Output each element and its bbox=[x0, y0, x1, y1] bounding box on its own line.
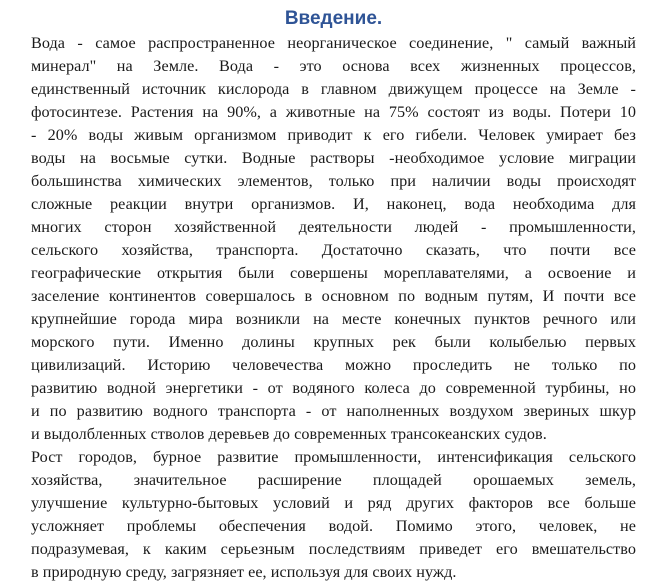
text-line: и по развитию водного транспорта - от наполненных воздухом звериных шкур bbox=[31, 402, 636, 420]
text-line: развитию водной энергетики - от водяного колеса до современной турбины, но bbox=[31, 379, 636, 397]
document-title: Введение. bbox=[284, 8, 383, 29]
text-line: многих сторон хозяйственной деятельности людей - промышленности, bbox=[31, 218, 636, 236]
text-line: и выдолбленных стволов деревьев до современных трансокеанских судов. bbox=[31, 425, 547, 443]
text-line: морского пути. Именно долины крупных рек были колыбелью первых bbox=[31, 333, 636, 351]
text-line: Рост городов, бурное развитие промышленности, интенсификация сельского bbox=[31, 448, 636, 466]
text-line: минерал" на Земле. Вода - это основа всех жизненных процессов, bbox=[31, 57, 636, 75]
text-line: крупнейшие города мира возникли на месте конечных пунктов речного или bbox=[31, 310, 636, 328]
text-line: географические открытия были совершены мореплавателями, а освоение и bbox=[31, 264, 636, 282]
text-line: воды на восьмые сутки. Водные растворы -необходимое условие миграции bbox=[31, 149, 636, 167]
text-line: улучшение культурно-бытовых условий и ряд других факторов все больше bbox=[31, 494, 636, 512]
text-line: в природную среду, загрязняет ее, используя для своих нужд. bbox=[31, 563, 457, 581]
text-line: подразумевая, к каким серьезным последствиям приведет его вмешательство bbox=[31, 540, 636, 558]
text-line: фотосинтезе. Растения на 90%, а животные на 75% состоят из воды. Потери 10 bbox=[31, 103, 636, 121]
text-line: хозяйства, значительное расширение площадей орошаемых земель, bbox=[31, 471, 636, 489]
text-line: большинства химических элементов, только при наличии воды происходят bbox=[31, 172, 636, 190]
text-line: усложняет проблемы обеспечения водой. Помимо этого, человек, не bbox=[31, 517, 636, 535]
text-line: сложные реакции внутри организмов. И, наконец, вода необходима для bbox=[31, 195, 636, 213]
text-line: единственный источник кислорода в главном движущем процессе на Земле - bbox=[31, 80, 636, 98]
text-line: заселение континентов совершалось в основном по водным путям, И почти все bbox=[31, 287, 636, 305]
document-body bbox=[31, 32, 636, 584]
text-line: цивилизаций. Историю человечества можно проследить не только по bbox=[31, 356, 636, 374]
text-line: - 20% воды живым организмом приводит к его гибели. Человек умирает без bbox=[31, 126, 636, 144]
text-line: Вода - самое распространенное неорганическое соединение, " самый важный bbox=[31, 34, 636, 52]
text-line: сельского хозяйства, транспорта. Достаточно сказать, что почти все bbox=[31, 241, 636, 259]
